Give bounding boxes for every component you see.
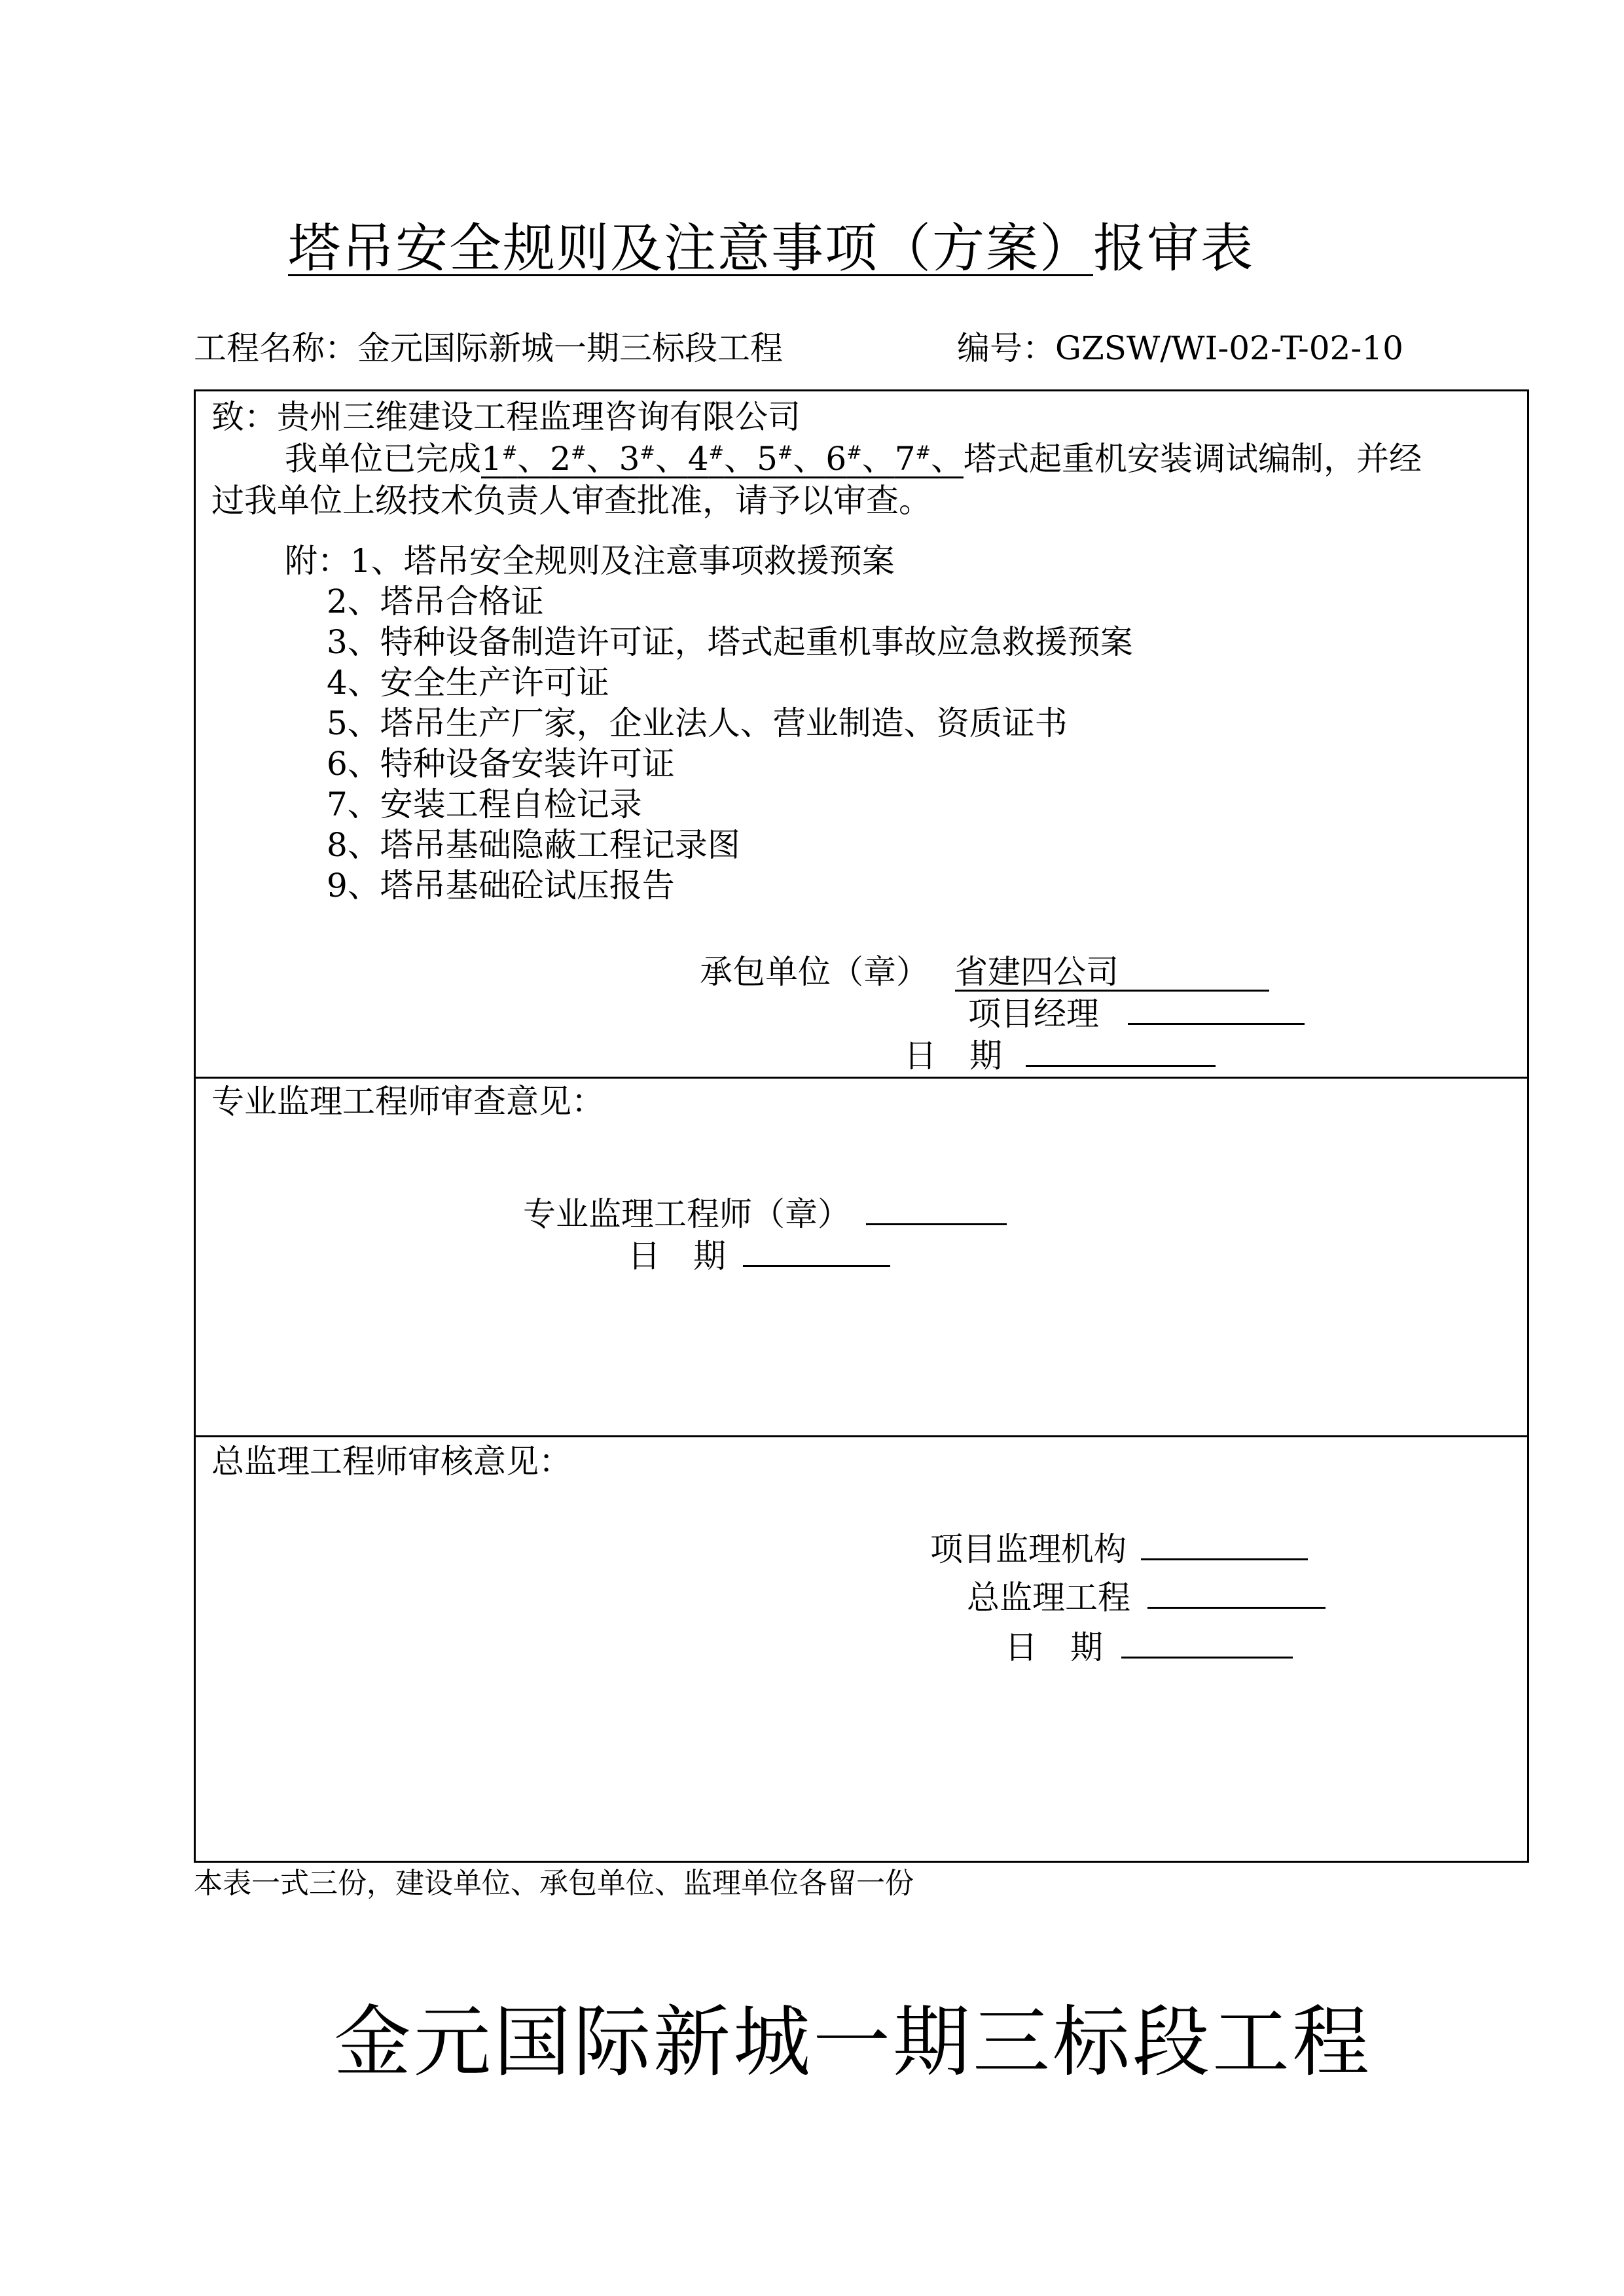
attachment-item: 5、塔吊生产厂家，企业法人、营业制造、资质证书 [327, 704, 1068, 742]
title-underlined: 塔吊安全规则及注意事项（方案） [288, 218, 1093, 279]
submission-section [196, 391, 1527, 1079]
engineer-review-section [196, 1079, 1527, 1437]
tower-number: 7 [894, 440, 916, 478]
date-label: 日 期 [904, 1037, 1002, 1075]
project-label: 工程名称： [194, 329, 357, 367]
tower-separator: 、 [930, 440, 964, 478]
title-rest: 报审表 [1093, 218, 1254, 279]
chief-engineer-row [967, 1577, 1326, 1618]
tower-number: 3 [619, 440, 640, 478]
project-manager-label: 项目经理 [968, 995, 1099, 1033]
contractor-sign-row [700, 952, 1269, 992]
attachment-item: 7、安装工程自检记录 [327, 785, 642, 823]
attachment-item: 6、特种设备安装许可证 [327, 745, 675, 783]
supervision-org-signature-line [1141, 1530, 1308, 1560]
tower-hash-mark: # [915, 441, 931, 463]
attachment-item: 9、塔吊基础砼试压报告 [327, 867, 675, 905]
code-label: 编号： [957, 329, 1055, 367]
copies-footnote: 本表一式三份，建设单位、承包单位、监理单位各留一份 [194, 1867, 914, 1900]
tower-separator: 、 [793, 440, 826, 478]
attachment-item: 2、塔吊合格证 [327, 583, 544, 620]
document-code: GZSW/WI-02-T-02-10 [1055, 329, 1403, 367]
chief-review-section [196, 1437, 1527, 1863]
contractor-value: 省建四公司 [955, 954, 1269, 992]
engineer-signature-line [866, 1194, 1007, 1225]
project-manager-row [968, 994, 1305, 1034]
addressee: 致：贵州三维建设工程监理咨询有限公司 [211, 398, 801, 436]
tower-separator: 、 [655, 440, 688, 478]
attachment-item: 8、塔吊基础隐蔽工程记录图 [327, 826, 740, 864]
date-label: 日 期 [628, 1237, 726, 1275]
chief-engineer-signature-line [1147, 1578, 1326, 1609]
tower-separator: 、 [861, 440, 895, 478]
chief-engineer-label: 总监理工程 [967, 1579, 1130, 1617]
engineer-review-heading: 专业监理工程师审查意见： [211, 1083, 604, 1121]
engineer-date-row [628, 1236, 890, 1276]
tower-hash-mark: # [777, 441, 793, 463]
project-manager-signature-line [1128, 994, 1305, 1025]
body-suffix: 塔式起重机安装调试编制，并经 [963, 440, 1422, 478]
tower-number: 5 [757, 440, 778, 478]
tower-number-list [481, 440, 964, 478]
attachment-item: 4、安全生产许可证 [327, 664, 609, 702]
attachment-item [285, 541, 895, 581]
tower-number: 2 [550, 440, 571, 478]
tower-number: 4 [687, 440, 709, 478]
tower-hash-mark: # [708, 441, 725, 463]
chief-date-row [1005, 1627, 1293, 1668]
document-code-line [957, 327, 1403, 369]
attachment-text: 1、塔吊安全规则及注意事项救援预案 [350, 542, 895, 580]
tower-number: 6 [825, 440, 847, 478]
project-name-line [194, 327, 783, 369]
engineer-sign-row [523, 1194, 1007, 1234]
tower-separator: 、 [517, 440, 550, 478]
date-signature-line [1026, 1036, 1216, 1067]
supervision-org-row [930, 1529, 1308, 1570]
tower-hash-mark: # [846, 441, 862, 463]
contractor-label: 承包单位（章） [700, 953, 929, 991]
approval-form-table [194, 389, 1529, 1863]
tower-number: 1 [481, 440, 502, 478]
body-prefix: 我单位已完成 [285, 440, 481, 478]
submission-date-row [904, 1035, 1216, 1076]
tower-hash-mark: # [501, 441, 518, 463]
chief-review-heading: 总监理工程师审核意见： [211, 1443, 571, 1480]
submission-body-line1 [285, 439, 1422, 479]
bottom-project-title: 金元国际新城一期三标段工程 [334, 1997, 1373, 2087]
tower-separator: 、 [724, 440, 757, 478]
project-name: 金元国际新城一期三标段工程 [357, 329, 783, 367]
date-signature-line [1121, 1628, 1293, 1659]
tower-separator: 、 [586, 440, 619, 478]
tower-hash-mark: # [640, 441, 655, 463]
date-label: 日 期 [1005, 1628, 1103, 1666]
date-signature-line [743, 1236, 890, 1267]
attachment-item: 3、特种设备制造许可证，塔式起重机事故应急救援预案 [327, 623, 1133, 661]
supervision-org-label: 项目监理机构 [930, 1530, 1127, 1568]
engineer-sign-label: 专业监理工程师（章） [523, 1195, 850, 1233]
attachments-label: 附： [285, 542, 350, 580]
submission-body-line2: 过我单位上级技术负责人审查批准，请予以审查。 [211, 482, 931, 520]
page-title [288, 216, 1254, 281]
tower-hash-mark: # [571, 441, 586, 463]
